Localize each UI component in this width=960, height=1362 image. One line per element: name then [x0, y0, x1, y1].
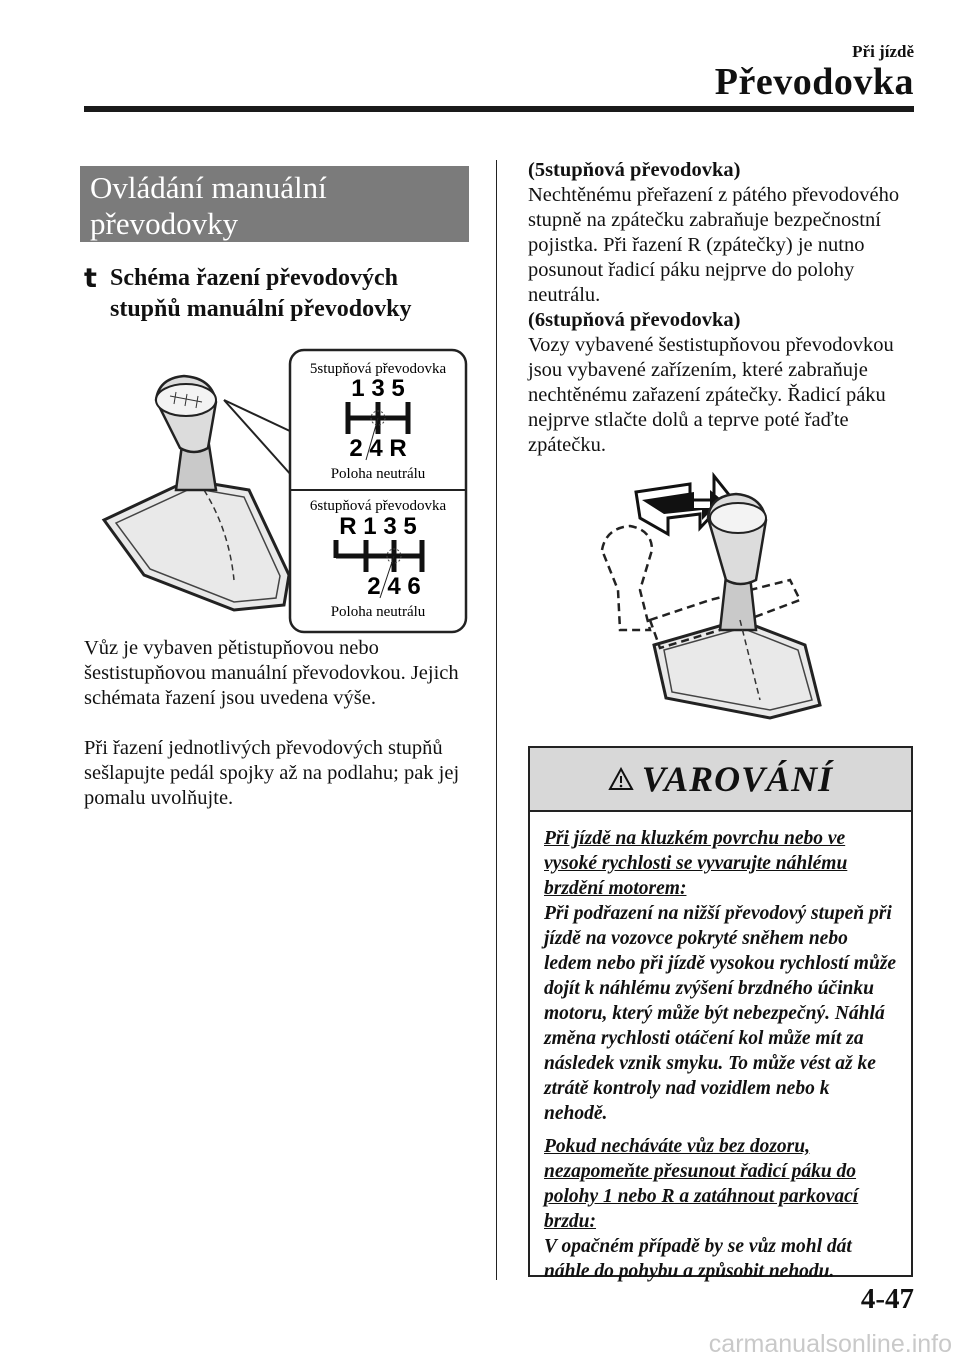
- warning-body: [530, 812, 911, 1284]
- subheading-line-2: stupňů manuální převodovky: [110, 296, 412, 322]
- subheading: [110, 263, 470, 325]
- watermark: carmanualsonline.info: [708, 1330, 952, 1358]
- warning-heading-2: Pokud necháváte vůz bez dozoru, nezapomeňte přesunout řadicí páku do polohy 1 nebo R a zatáhnout parkovací brzdu:: [544, 1136, 859, 1232]
- banner-line-2: převodovky: [90, 206, 239, 241]
- five-speed-paragraph: Nechtěnému přeřazení z pátého převodového stupně na zpátečku zabraňuje bezpečnostní pojistka. Při řazení R (zpátečky) je nutno posunout řadicí páku nejprve do polohy neutrálu.: [528, 184, 900, 306]
- ghost-lever-outline: [602, 526, 652, 630]
- left-paragraph-2: Při řazení jednotlivých převodových stupňů sešlapujte pedál spojky až na podlahu; pak jej pomalu uvolňujte.: [84, 737, 460, 809]
- warning-text-1: Při podřazení na nižší převodový stupeň při jízdě na vozovce pokryté sněhem nebo ledem nebo při jízdě vysokou rychlostí může dojít k náhlému zvýšení brzdného účinku motoru, který může být nebezpečný. Náhlá změna rychlosti otáčení kol může mít za následek vznik smyku. To může vést až ke ztrátě kontroly nad vozidlem nebo k nehodě.: [544, 903, 897, 1124]
- six-speed-paragraph: Vozy vybavené šestistupňovou převodovkou jsou vybavené zařízením, které zabraňuje nechtěnému zařazení zpátečky. Řadicí páku nejprve stlačte dolů a teprve poté řaďte zpátečku.: [528, 334, 894, 456]
- section-banner: [80, 166, 469, 242]
- five-speed-bottom-gears: 2 4 R: [349, 435, 407, 462]
- left-paragraph-1: Vůz je vybaven pětistupňovou nebo šestistupňovou manuální převodovkou. Jejich schémata řazení jsou uvedena výše.: [84, 637, 459, 709]
- five-speed-label: 5stupňová převodovka: [309, 361, 447, 377]
- header-rule: [84, 106, 914, 112]
- neutral-label-six: Poloha neutrálu: [330, 604, 426, 620]
- six-speed-label: 6stupňová převodovka: [309, 498, 447, 514]
- knob-right-top: [710, 503, 766, 533]
- six-speed-bottom-gears: 2 4 6: [367, 573, 421, 600]
- subheading-line-1: Schéma řazení převodových: [110, 265, 398, 291]
- six-speed-heading: (6stupňová převodovka): [528, 309, 741, 331]
- callout-line-bottom: [224, 400, 292, 476]
- column-divider: [496, 160, 497, 1280]
- reverse-engagement-illustration: [590, 470, 830, 720]
- warning-triangle-icon: [608, 767, 634, 791]
- warning-header: [530, 748, 911, 812]
- callout-line-top: [224, 400, 292, 432]
- neutral-label-five: Poloha neutrálu: [330, 466, 426, 482]
- five-speed-top-gears: 1 3 5: [351, 375, 405, 402]
- header-chapter-title: Převodovka: [714, 61, 914, 103]
- warning-box: [528, 746, 913, 1282]
- subheading-bullet: t: [84, 263, 97, 294]
- page-number: 4-47: [860, 1283, 914, 1315]
- banner-line-1: Ovládání manuální: [90, 170, 327, 205]
- header-section-title: Při jízdě: [852, 42, 914, 61]
- warning-title: VAROVÁNÍ: [641, 759, 834, 799]
- warning-heading-1: Při jízdě na kluzkém povrchu nebo ve vysoké rychlosti se vyvarujte náhlému brzdění motorem:: [544, 828, 848, 899]
- five-speed-heading: (5stupňová převodovka): [528, 159, 741, 181]
- six-speed-top-gears: R 1 3 5: [339, 513, 417, 540]
- warning-text-2: V opačném případě by se vůz mohl dát náhle do pohybu a způsobit nehodu.: [544, 1236, 852, 1282]
- right-column-text: [528, 158, 918, 458]
- shift-pattern-diagram: [84, 340, 474, 635]
